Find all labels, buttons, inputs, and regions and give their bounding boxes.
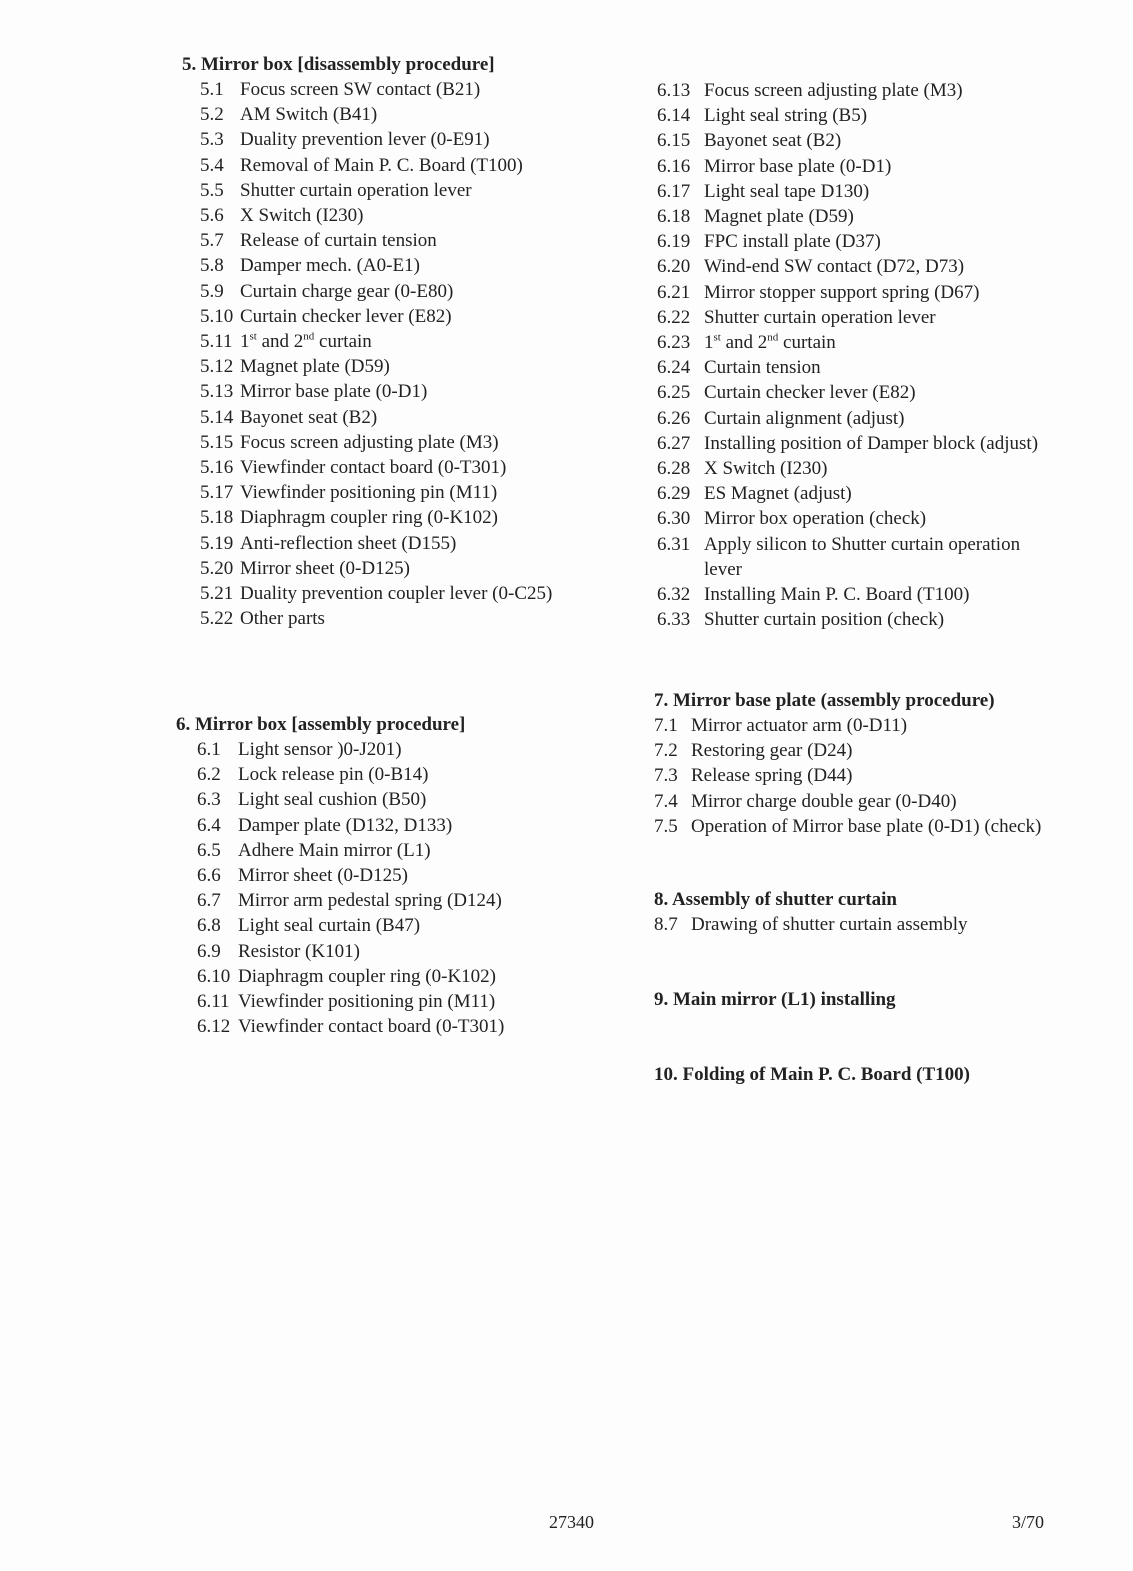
list-item (657, 179, 1097, 204)
item-number: 6.29 (657, 483, 691, 505)
item-text: Mirror arm pedestal spring (D124) (238, 890, 502, 912)
item-number: 6.7 (197, 890, 221, 912)
list-item (657, 78, 1097, 103)
list-item (200, 329, 552, 354)
item-number: 5.13 (200, 381, 234, 403)
item-text: Focus screen SW contact (B21) (240, 79, 481, 100)
item-text: Viewfinder contact board (0-T301) (238, 1016, 505, 1038)
list-item (200, 531, 552, 556)
list-item (200, 77, 552, 102)
item-number: 6.26 (657, 407, 691, 429)
item-text: Shutter curtain operation lever (240, 179, 472, 201)
item-number: 6.23 (657, 332, 691, 354)
item-number: 5.8 (200, 255, 224, 277)
item-text: Mirror stopper support spring (D67) (704, 281, 980, 303)
item-number: 5.1 (200, 79, 224, 100)
item-number: 7.2 (654, 740, 678, 762)
item-text: X Switch (I230) (704, 458, 828, 480)
item-number: 6.19 (657, 231, 691, 253)
list-item (197, 939, 504, 964)
item-number: 5.11 (200, 331, 233, 353)
list-item (200, 480, 552, 505)
item-text: Installing Main P. C. Board (T100) (704, 584, 970, 606)
list-item (200, 279, 552, 304)
list-item (657, 506, 1097, 531)
item-text: Curtain alignment (adjust) (704, 407, 905, 429)
item-text: Light seal curtain (B47) (238, 915, 421, 937)
item-text: Mirror sheet (0-D125) (240, 557, 410, 579)
list-item (197, 838, 504, 863)
list-item (200, 354, 552, 379)
item-number: 6.18 (657, 206, 691, 228)
item-text: ES Magnet (adjust) (704, 483, 852, 505)
item-number: 6.11 (197, 991, 230, 1013)
item-number: 5.12 (200, 356, 234, 378)
section-7 (654, 688, 1041, 839)
list-item (657, 254, 1097, 279)
item-number: 5.19 (200, 532, 234, 554)
item-text: Duality prevention lever (0-E91) (240, 129, 490, 151)
item-number: 5.16 (200, 457, 234, 479)
item-text: Other parts (240, 608, 325, 630)
item-text: Curtain charge gear (0-E80) (240, 280, 454, 302)
list-item (657, 582, 1097, 607)
list-item (197, 1014, 504, 1039)
item-text: Viewfinder contact board (0-T301) (240, 457, 507, 479)
item-text: Mirror box operation (check) (704, 508, 927, 530)
item-number: 6.2 (197, 764, 221, 786)
item-number: 5.18 (200, 507, 234, 529)
list-item (200, 430, 552, 455)
item-text: Shutter curtain operation lever (704, 306, 936, 328)
item-number: 6.12 (197, 1016, 231, 1038)
item-text: Curtain checker lever (E82) (704, 382, 916, 404)
item-text: Installing position of Damper block (adjust) (704, 432, 1039, 454)
list-item (200, 304, 552, 329)
item-number: 6.24 (657, 357, 691, 379)
list-item (657, 305, 1097, 330)
footer-page-number: 3/70 (1012, 1512, 1045, 1532)
item-text: Viewfinder positioning pin (M11) (240, 482, 498, 504)
item-number: 6.16 (657, 155, 691, 177)
section-5-items (200, 77, 552, 631)
list-item (200, 581, 552, 606)
item-text: Curtain tension (704, 357, 821, 379)
section-6-continued (657, 78, 1097, 632)
item-text: Magnet plate (D59) (240, 356, 390, 378)
item-number: 5.10 (200, 305, 234, 327)
item-text: Resistor (K101) (238, 940, 360, 962)
list-item (657, 229, 1097, 254)
item-text: X Switch (I230) (240, 205, 364, 227)
section-8 (654, 887, 967, 937)
item-number: 5.9 (200, 280, 224, 302)
list-item (657, 280, 1097, 305)
section-6 (176, 712, 504, 1039)
list-item (657, 330, 1097, 355)
item-text: Removal of Main P. C. Board (T100) (240, 154, 523, 176)
section-5-title: 5. Mirror box [disassembly procedure] (182, 54, 495, 75)
item-number: 7.4 (654, 790, 678, 812)
item-text: Viewfinder positioning pin (M11) (238, 991, 496, 1013)
item-number: 6.17 (657, 180, 691, 202)
footer-doc-number: 27340 (549, 1512, 594, 1532)
item-number: 6.15 (657, 130, 691, 152)
list-item (654, 789, 1041, 814)
list-item (657, 456, 1097, 481)
item-text: Drawing of shutter curtain assembly (691, 914, 968, 935)
item-text: 1st and 2nd curtain (240, 330, 372, 353)
item-text: Mirror base plate (0-D1) (240, 381, 428, 403)
list-item (654, 912, 967, 937)
item-text: FPC install plate (D37) (704, 231, 881, 253)
item-text: Light seal tape D130) (704, 180, 870, 202)
section-10 (654, 1062, 970, 1087)
item-text: Magnet plate (D59) (704, 206, 854, 228)
item-text: Anti-reflection sheet (D155) (240, 532, 457, 554)
item-text: Apply silicon to Shutter curtain operation lever (704, 533, 1021, 580)
item-number: 6.20 (657, 256, 691, 278)
list-item (657, 128, 1097, 153)
item-text: Adhere Main mirror (L1) (238, 839, 431, 861)
list-item (197, 762, 504, 787)
item-number: 6.30 (657, 508, 691, 530)
item-text: Wind-end SW contact (D72, D73) (704, 256, 965, 278)
item-text: Diaphragm coupler ring (0-K102) (240, 507, 499, 529)
item-number: 5.17 (200, 482, 234, 504)
list-item (654, 713, 1041, 738)
item-text: Focus screen adjusting plate (M3) (704, 80, 963, 101)
list-item (200, 178, 552, 203)
section-9-title: 9. Main mirror (L1) installing (654, 989, 896, 1010)
section-7-items (654, 713, 1041, 839)
list-item (657, 355, 1097, 380)
list-item (657, 154, 1097, 179)
section-8-items (654, 912, 967, 937)
item-text: Damper mech. (A0-E1) (240, 255, 420, 277)
item-text: Shutter curtain position (check) (704, 609, 945, 631)
item-number: 5.5 (200, 179, 224, 201)
list-item (200, 505, 552, 530)
list-item (657, 481, 1097, 506)
list-item (200, 379, 552, 404)
list-item (197, 989, 504, 1014)
list-item (200, 405, 552, 430)
item-text: Light seal cushion (B50) (238, 789, 427, 811)
list-item (200, 127, 552, 152)
item-number: 6.27 (657, 432, 691, 454)
item-text: Mirror base plate (0-D1) (704, 155, 892, 177)
list-item (654, 763, 1041, 788)
section-5 (182, 52, 552, 631)
item-text: 1st and 2nd curtain (704, 331, 836, 354)
item-number: 5.21 (200, 583, 234, 605)
item-text: Bayonet seat (B2) (240, 406, 378, 428)
item-text: Damper plate (D132, D133) (238, 814, 453, 836)
item-text: Release of curtain tension (240, 230, 437, 252)
item-number: 6.5 (197, 839, 221, 861)
section-7-title: 7. Mirror base plate (assembly procedure) (654, 690, 995, 711)
item-text: Curtain checker lever (E82) (240, 305, 452, 327)
item-number: 7.1 (654, 715, 678, 736)
item-text: Focus screen adjusting plate (M3) (240, 431, 499, 453)
item-number: 5.6 (200, 205, 224, 227)
item-text: Diaphragm coupler ring (0-K102) (238, 965, 497, 987)
list-item (197, 737, 504, 762)
item-text: Release spring (D44) (691, 765, 853, 787)
item-text: Mirror sheet (0-D125) (238, 865, 408, 887)
list-item (657, 103, 1097, 128)
item-text: Mirror actuator arm (0-D11) (691, 715, 908, 736)
list-item (200, 556, 552, 581)
item-text: Restoring gear (D24) (691, 740, 853, 762)
list-item (657, 431, 1097, 456)
item-number: 6.25 (657, 382, 691, 404)
item-text: Light seal string (B5) (704, 105, 868, 127)
item-number: 5.2 (200, 104, 224, 126)
item-number: 6.28 (657, 458, 691, 480)
item-number: 6.1 (197, 739, 221, 760)
item-number: 5.3 (200, 129, 224, 151)
item-text: Duality prevention coupler lever (0-C25) (240, 583, 553, 605)
list-item (654, 738, 1041, 763)
item-text: Mirror charge double gear (0-D40) (691, 790, 957, 812)
list-item (197, 964, 504, 989)
list-item (657, 380, 1097, 405)
item-number: 6.3 (197, 789, 221, 811)
list-item (200, 606, 552, 631)
section-6-continued-items (657, 78, 1097, 632)
list-item (200, 455, 552, 480)
section-9 (654, 987, 896, 1012)
list-item (197, 863, 504, 888)
list-item (657, 406, 1097, 431)
item-number: 6.9 (197, 940, 221, 962)
list-item (197, 913, 504, 938)
list-item (197, 787, 504, 812)
list-item (200, 253, 552, 278)
list-item (657, 607, 1097, 632)
item-text: Bayonet seat (B2) (704, 130, 842, 152)
list-item (657, 532, 1097, 582)
item-number: 5.22 (200, 608, 234, 630)
list-item (197, 813, 504, 838)
item-number: 6.32 (657, 584, 691, 606)
item-number: 5.7 (200, 230, 224, 252)
item-number: 6.31 (657, 533, 691, 555)
list-item (657, 204, 1097, 229)
item-number: 6.21 (657, 281, 691, 303)
item-number: 6.4 (197, 814, 221, 836)
item-number: 5.15 (200, 431, 234, 453)
list-item (200, 228, 552, 253)
item-number: 6.10 (197, 965, 231, 987)
item-number: 6.22 (657, 306, 691, 328)
list-item (654, 814, 1041, 839)
section-6-items (197, 737, 504, 1039)
item-text: Light sensor )0-J201) (238, 739, 402, 760)
item-number: 8.7 (654, 914, 678, 935)
item-text: Operation of Mirror base plate (0-D1) (check) (691, 815, 1042, 837)
list-item (197, 888, 504, 913)
item-text: Lock release pin (0-B14) (238, 764, 429, 786)
item-number: 6.8 (197, 915, 221, 937)
item-number: 7.5 (654, 815, 678, 837)
item-number: 6.6 (197, 865, 221, 887)
section-8-title: 8. Assembly of shutter curtain (654, 889, 897, 910)
item-number: 6.14 (657, 105, 691, 127)
item-number: 5.4 (200, 154, 224, 176)
section-6-title: 6. Mirror box [assembly procedure] (176, 714, 466, 735)
list-item (200, 102, 552, 127)
item-text: AM Switch (B41) (240, 104, 378, 126)
item-number: 7.3 (654, 765, 678, 787)
list-item (200, 153, 552, 178)
item-number: 5.20 (200, 557, 234, 579)
list-item (200, 203, 552, 228)
item-number: 6.33 (657, 609, 691, 631)
section-10-title: 10. Folding of Main P. C. Board (T100) (654, 1064, 970, 1085)
item-number: 5.14 (200, 406, 234, 428)
item-number: 6.13 (657, 80, 691, 101)
